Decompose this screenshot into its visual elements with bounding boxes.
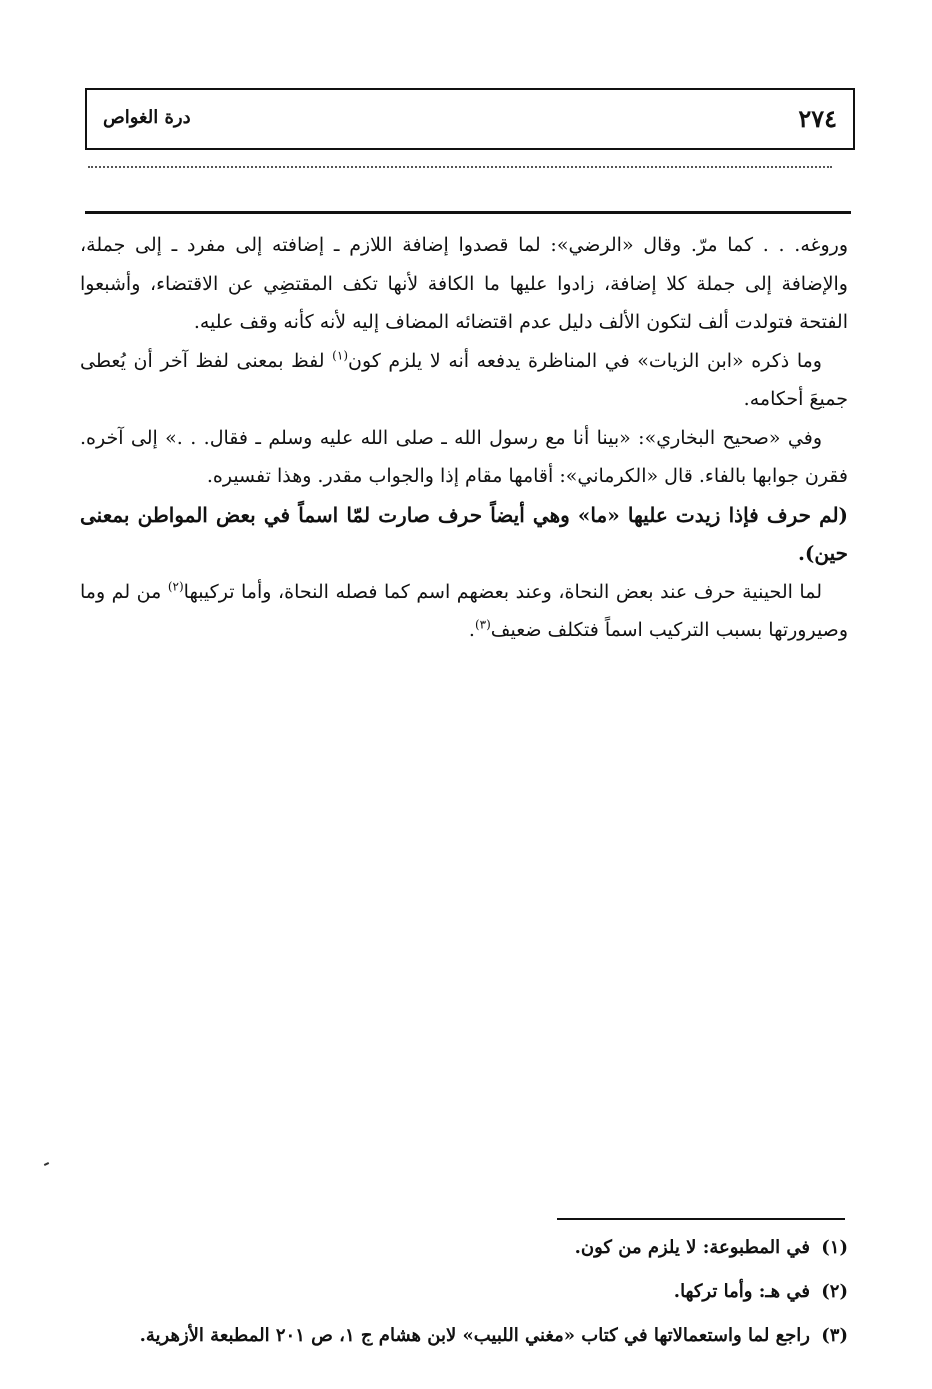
- footnote-rule: [557, 1218, 845, 1220]
- page-number: ٢٧٤: [798, 104, 837, 133]
- paragraph-text: وفي «صحيح البخاري»: «بينا أنا مع رسول الله ـ صلى الله عليه وسلم ـ فقال. . .» إلى آخره. فقرن جوابها بالفاء. قال «الكرماني»: أقامها مقام إذا والجواب مقدر. وهذا تفسيره.: [80, 426, 848, 487]
- paragraph: [80, 342, 848, 419]
- footnote-number: (١): [821, 1237, 848, 1258]
- footnote-number: (٢): [821, 1281, 848, 1302]
- dotted-separator: [88, 166, 832, 168]
- footnote-ref: (١): [332, 348, 348, 363]
- paragraph-text: (لم حرف فإذا زيدت عليها «ما» وهي أيضاً حرف صارت لمّا اسماً في بعض المواطن بمعنى حين).: [80, 502, 848, 565]
- paragraph-text: لفظ بمعنى لفظ آخر أن يُعطى جميعَ أحكامه.: [80, 349, 848, 410]
- paragraph-text: من لم وما وصيرورتها بسبب التركيب اسماً فتكلف ضعيف: [80, 580, 848, 641]
- footnote: [80, 1226, 848, 1270]
- footnote-text: راجع لما واستعمالاتها في كتاب «مغني اللبيب» لابن هشام ج ١، ص ٢٠١ المطبعة الأزهرية.: [139, 1325, 810, 1346]
- paragraph-text: وروغه. . . كما مرّ. وقال «الرضي»: لما قصدوا إضافة اللازم ـ إضافته إلى مفرد ـ إلى جملة، والإضافة إلى جملة كلا إضافة، زادوا عليها ما الكافة لأنها تكف المقتضِي عن الاقتضاء، وأشبعوا الفتحة فتولدت ألف لتكون الألف دليل عدم اقتضائه المضاف إليه لأنه كأنه وقف عليه.: [80, 234, 848, 333]
- paragraph: [80, 419, 848, 496]
- paragraph: [80, 573, 848, 650]
- top-rule: [85, 211, 851, 214]
- footnote-number: (٣): [821, 1325, 848, 1346]
- footnotes: [80, 1226, 848, 1358]
- footnote-text: في المطبوعة: لا يلزم من كون.: [574, 1237, 810, 1258]
- footnote-ref: (٣): [474, 617, 491, 632]
- page-header: [85, 88, 855, 150]
- running-title: درة الغواص: [103, 107, 191, 128]
- paragraph-text: .: [468, 619, 475, 641]
- footnote-text: في هـ: وأما تركها.: [673, 1281, 810, 1302]
- paragraph-text: لما الحينية حرف عند بعض النحاة، وعند بعضهم اسم كما فصله النحاة، وأما تركيبها: [183, 580, 822, 603]
- matn-paragraph: [80, 496, 848, 573]
- footnote-ref: (٢): [167, 579, 184, 594]
- main-text: [80, 226, 848, 650]
- paragraph: [80, 226, 848, 342]
- scan-speck: [44, 1162, 49, 1166]
- footnote: [80, 1314, 848, 1358]
- footnote: [80, 1270, 848, 1314]
- paragraph-text: وما ذكره «ابن الزيات» في المناظرة يدفعه أنه لا يلزم كون: [348, 349, 822, 372]
